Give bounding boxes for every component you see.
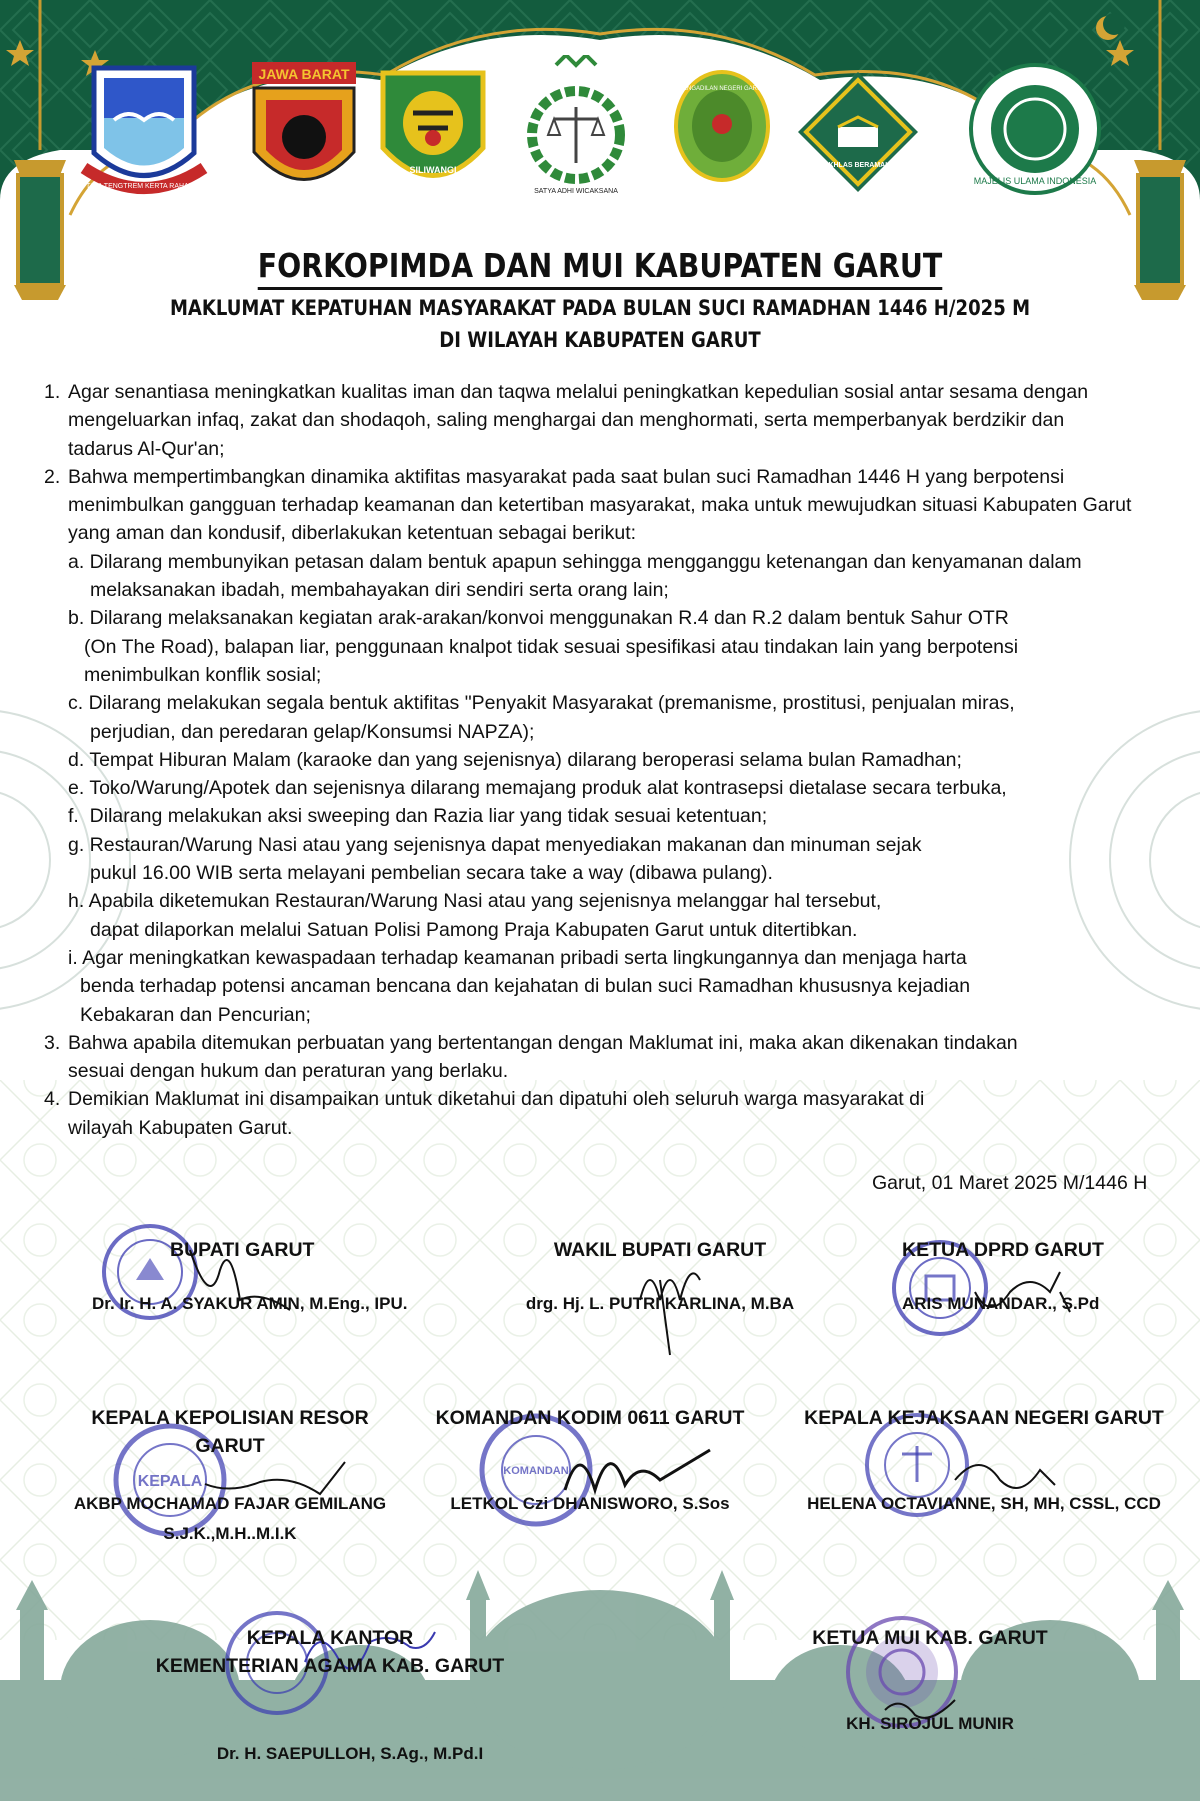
point-2: 2. Bahwa mempertimbangkan dinamika aktifitas masyarakat pada saat bulan suci Ramadhan 1446 H yang berpotensi menimbulkan gangguan terhadap keamanan dan ketertiban masyarakat, maka untuk mewujudkan situasi Kabupaten Garut yang aman dan kondusif, diberlakukan ketentuan sebagai berikut: — [44, 465, 1132, 545]
sub-item-i: i. Agar meningkatkan kewaspadaan terhadap keamanan pribadi serta lingkungannya dan menjaga harta benda terhadap potensi ancaman bencana dan kejahatan di bulan suci Ramadhan khususnya kejadian Kebakaran dan Pencurian; — [68, 946, 971, 1026]
subtitle-line-2: DI WILAYAH KABUPATEN GARUT — [439, 328, 761, 352]
svg-text:SILIWANGI: SILIWANGI — [409, 165, 457, 175]
svg-text:SATYA ADHI WICAKSANA: SATYA ADHI WICAKSANA — [534, 188, 618, 195]
svg-text:IKHLAS BERAMAL: IKHLAS BERAMAL — [826, 162, 890, 169]
maklumat-body — [44, 378, 1164, 1142]
main-title: FORKOPIMDA DAN MUI KABUPATEN GARUT — [84, 246, 1116, 285]
point-1: 1. Agar senantiasa meningkatkan kualitas iman dan taqwa melalui peningkatkan kepedulian sosial antar sesama dengan mengeluarkan infaq, zakat dan shodaqoh, saling menghargai dan menghormati, serta memperbanyak berdzikir dan tadarus Al-Qur'an; — [44, 381, 1089, 460]
sub-item-c: c. Dilarang melakukan segala bentuk aktifitas "Penyakit Masyarakat (premanisme, prostitusi, penjualan miras, perjudian, dan peredaran gelap/Konsumsi NAPZA); — [68, 692, 1015, 743]
svg-text:MAJELIS ULAMA INDONESIA: MAJELIS ULAMA INDONESIA — [973, 176, 1097, 186]
signatory-kajari: KEPALA KEJAKSAAN NEGERI GARUT HELENA OCTAVIANNE, SH, MH, CSSL, CCD — [804, 1407, 1164, 1513]
signatory-dandim: KOMANDAN KODIM 0611 GARUT LETKOL Czi DHANISWORO, S.Sos — [435, 1407, 745, 1513]
svg-text:TATA TENGTREM KERTA RAHARJA: TATA TENGTREM KERTA RAHARJA — [86, 183, 202, 190]
point-3: 3. Bahwa apabila ditemukan perbuatan yang bertentangan dengan Maklumat ini, maka akan dikenakan tindakan sesuai dengan hukum dan peraturan yang berlaku. — [44, 1031, 1018, 1083]
subtitle-line-1: MAKLUMAT KEPATUHAN MASYARAKAT PADA BULAN SUCI RAMADHAN 1446 H/2025 M — [169, 296, 1031, 320]
svg-text:PENGADILAN NEGERI GARUT: PENGADILAN NEGERI GARUT — [678, 86, 766, 92]
sub-item-h: h. Apabila diketemukan Restauran/Warung Nasi atau yang sejenisnya melanggar hal tersebut, dapat dilaporkan melalui Satuan Polisi Pamong Praja Kabupaten Garut untuk ditertibkan. — [68, 890, 882, 941]
garut-regency-logo — [74, 58, 214, 208]
svg-text:KOMANDAN: KOMANDAN — [503, 1465, 569, 1477]
signatory-kemenag: KEPALA KANTOR KEMENTERIAN AGAMA KAB. GARUT Dr. H. SAEPULLOH, S.Ag., M.Pd.I — [155, 1627, 505, 1763]
sub-item-a: a. Dilarang membunyikan petasan dalam bentuk apapun sehingga mengganggu ketenangan dan kenyamanan dalam melaksanakan ibadah, membahayakan diri sendiri serta orang lain; — [68, 550, 1082, 602]
signatory-wakil-bupati: WAKIL BUPATI GARUT drg. Hj. L. PUTRI KARLINA, M.BA — [525, 1239, 795, 1313]
sub-item-b: b. Dilarang melaksanakan kegiatan arak-arakan/konvoi menggunakan R.4 dan R.2 dalam bentuk Sahur OTR (On The Road), balapan liar, penggunaan knalpot tidak sesuai spesifikasi atau tindakan lain yang berpotensi menimbulkan konflik sosial; — [68, 607, 1019, 686]
siliwangi-logo — [378, 68, 488, 198]
sub-item-g: g. Restauran/Warung Nasi atau yang sejenisnya dapat menyediakan makanan dan minuman sejak pukul 16.00 WIB serta melayani pembelian secara take a way (dibawa pulang). — [68, 833, 922, 885]
signatory-kapolres: KEPALA KEPOLISIAN RESOR GARUT AKBP MOCHAMAD FAJAR GEMILANG S.J.K.,M.H..M.I.K — [73, 1407, 387, 1543]
issue-date: Garut, 01 Maret 2025 M/1446 H — [872, 1172, 1148, 1194]
point-4: 4. Demikian Maklumat ini disampaikan untuk diketahui dan dipatuhi oleh seluruh warga masyarakat di wilayah Kabupaten Garut. — [44, 1088, 925, 1139]
signatory-ketua-dprd: KETUA DPRD GARUT ARIS MUNANDAR., S.Pd — [902, 1239, 1104, 1313]
svg-text:KEPALA: KEPALA — [137, 1473, 203, 1490]
kejaksaan-logo — [516, 55, 636, 195]
pengadilan-negeri-logo — [672, 68, 772, 188]
svg-text:JAWA BARAT: JAWA BARAT — [258, 66, 350, 82]
point-2-subitems — [44, 548, 1164, 1029]
sub-item-e: e. Toko/Warung/Apotek dan sejenisnya dilarang memajang produk alat kontrasepsi dietalase secara terbuka, — [68, 777, 1007, 800]
signatory-ketua-mui: KETUA MUI KAB. GARUT KH. SIROJUL MUNIR — [812, 1627, 1048, 1733]
signatory-bupati: BUPATI GARUT Dr. Ir. H. A. SYAKUR AMIN, M.Eng., IPU. — [92, 1239, 408, 1313]
mui-logo — [968, 62, 1103, 197]
sub-item-d: d. Tempat Hiburan Malam (karaoke dan yang sejenisnya) dilarang beroperasi selama bulan Ramadhan; — [68, 748, 962, 771]
kemenag-logo — [798, 72, 918, 197]
polda-jabar-logo — [244, 62, 364, 207]
sub-item-f: f. Dilarang melakukan aksi sweeping dan Razia liar yang tidak sesuai ketentuan; — [68, 805, 768, 828]
